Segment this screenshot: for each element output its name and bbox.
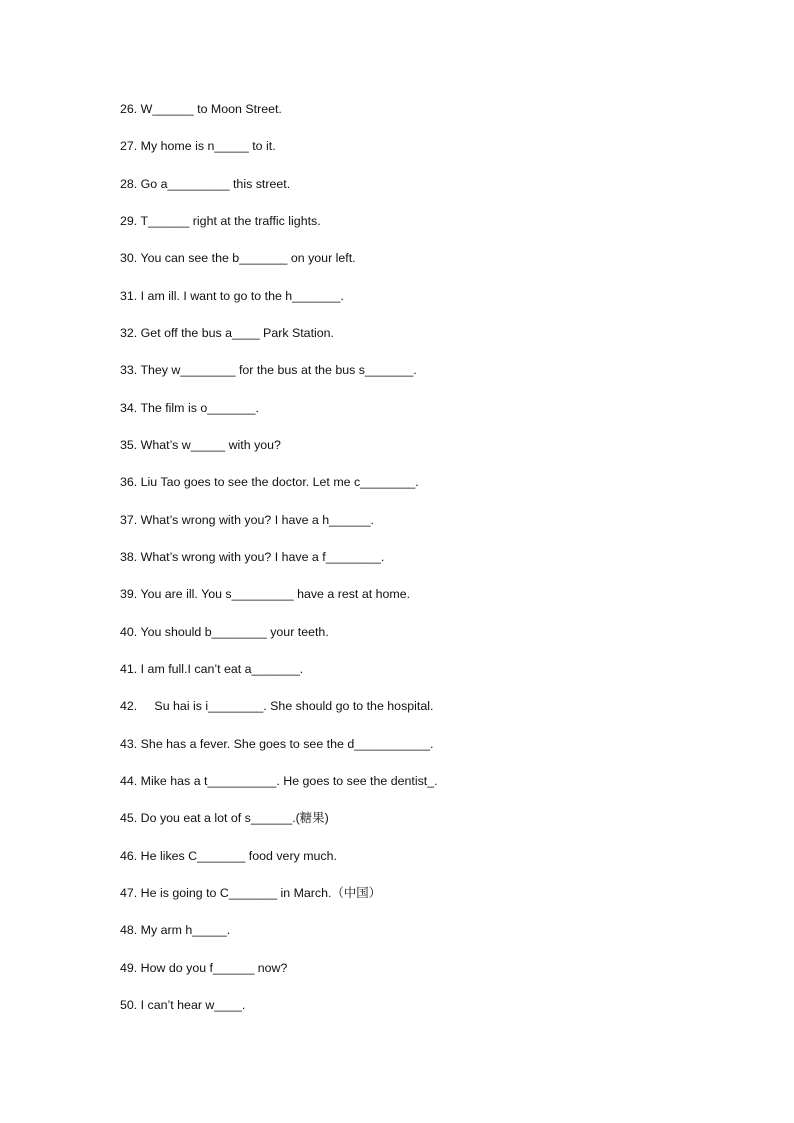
question-41: 41. I am full.I can’t eat a_______. [120,661,304,676]
question-34: 34. The film is o_______. [120,400,259,415]
question-32: 32. Get off the bus a____ Park Station. [120,325,334,340]
question-46: 46. He likes C_______ food very much. [120,848,337,863]
question-42: 42. Su hai is i________. She should go to the hospital. [120,699,434,714]
question-list [120,99,740,1032]
question-40: 40. You should b________ your teeth. [120,624,329,639]
question-29: 29. T______ right at the traffic lights. [120,213,321,228]
question-48: 48. My arm h_____. [120,923,231,938]
question-49: 49. How do you f______ now? [120,960,288,975]
question-37: 37. What’s wrong with you? I have a h______. [120,512,374,527]
question-36: 36. Liu Tao goes to see the doctor. Let me c________. [120,475,419,490]
question-47: 47. He is going to C_______ in March.（中国） [120,885,382,900]
question-45: 45. Do you eat a lot of s______.(糖果) [120,811,329,826]
question-44: 44. Mike has a t__________. He goes to see the dentist_. [120,773,438,788]
question-35: 35. What’s w_____ with you? [120,437,281,452]
question-39: 39. You are ill. You s_________ have a rest at home. [120,587,411,602]
question-50: 50. I can’t hear w____. [120,997,246,1012]
question-33: 33. They w________ for the bus at the bus s_______. [120,363,417,378]
question-28: 28. Go a_________ this street. [120,176,291,191]
question-30: 30. You can see the b_______ on your left. [120,251,356,266]
question-26: 26. W______ to Moon Street. [120,102,282,116]
question-43: 43. She has a fever. She goes to see the d___________. [120,736,434,751]
question-38: 38. What’s wrong with you? I have a f________. [120,549,385,564]
question-27: 27. My home is n_____ to it. [120,139,276,154]
question-31: 31. I am ill. I want to go to the h_______. [120,288,344,303]
